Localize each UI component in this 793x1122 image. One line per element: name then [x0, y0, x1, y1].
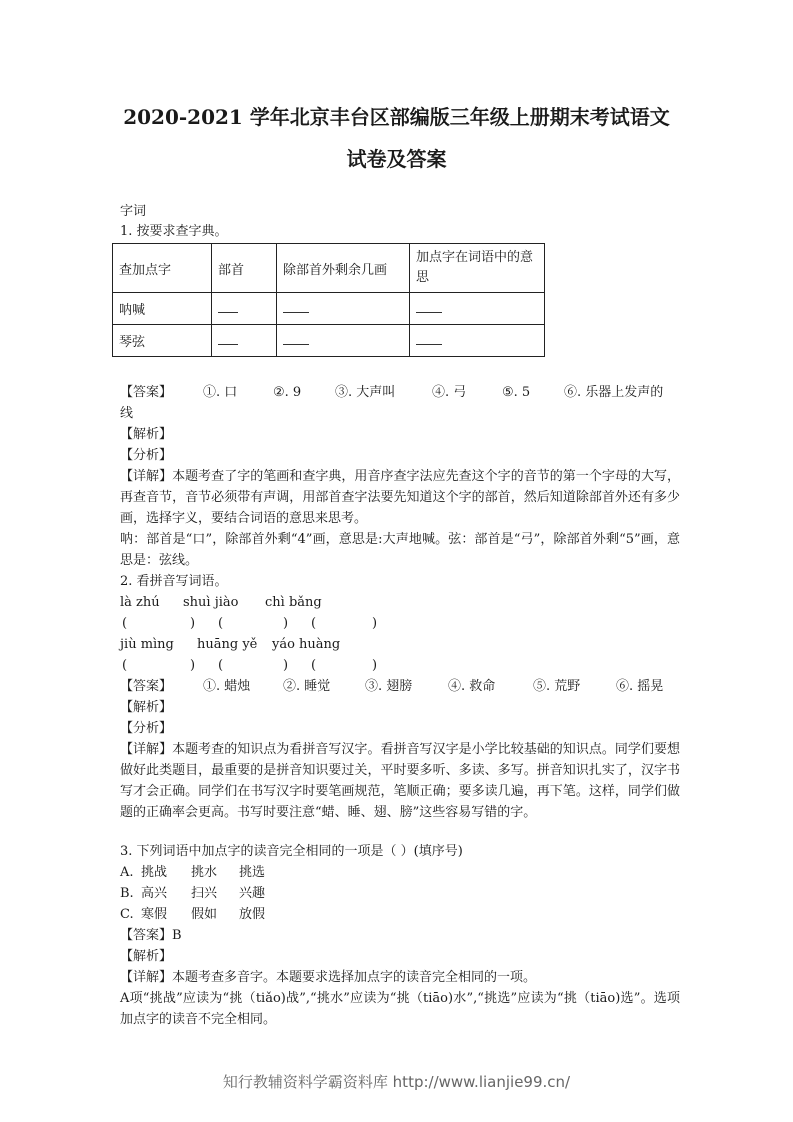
- q1-prompt: 1. 按要求查字典。: [120, 224, 228, 239]
- answer-paren-close: ): [372, 616, 378, 631]
- option-word: 挑战: [141, 865, 168, 880]
- pinyin-1: là zhú: [120, 595, 160, 610]
- dictionary-table: [112, 243, 545, 357]
- q1-answer-1: ①. 口: [203, 385, 238, 400]
- pinyin-5: huāng yě: [197, 637, 258, 652]
- q1-answer-tail: 线: [120, 406, 134, 421]
- pinyin-3: chì bǎng: [265, 595, 322, 610]
- option-word: 兴趣: [239, 886, 266, 901]
- q2-jiexi: 【解析】: [120, 700, 173, 715]
- blank-line: [283, 300, 309, 313]
- q2-fenxi: 【分析】: [120, 721, 173, 736]
- q2-answer-6: ⑥. 摇晃: [616, 679, 664, 694]
- blank-line: [218, 300, 238, 313]
- blank-cell: [410, 325, 545, 357]
- q2-answer-3: ③. 翅膀: [365, 679, 413, 694]
- q3-detail: 【详解】本题考查多音字。本题要求选择加点字的读音完全相同的一项。: [120, 970, 537, 985]
- q3-answer: 【答案】B: [120, 928, 182, 943]
- page-title-line1: 2020-2021 学年北京丰台区部编版三年级上册期末考试语文: [123, 105, 670, 129]
- pinyin-6: yáo huàng: [272, 637, 341, 652]
- blank-cell: [277, 325, 410, 357]
- table-row: [113, 325, 545, 357]
- answer-paren-open: (: [311, 658, 317, 673]
- q1-fenxi: 【分析】: [120, 448, 173, 463]
- answer-paren-close: ): [190, 658, 196, 673]
- blank-line: [416, 300, 442, 313]
- q3-prompt: 3. 下列词语中加点字的读音完全相同的一项是（ ）(填序号): [120, 844, 463, 859]
- option-word: 放假: [239, 907, 266, 922]
- blank-cell: [277, 293, 410, 325]
- q2-answer-1: ①. 蜡烛: [203, 679, 251, 694]
- q1-answer-5: ⑤. 5: [502, 385, 531, 400]
- table-cell: 琴弦: [113, 325, 212, 357]
- table-cell: 呐喊: [113, 293, 212, 325]
- option-a-label: A.: [120, 865, 134, 880]
- q1-jiexi: 【解析】: [120, 427, 173, 442]
- answer-paren-open: (: [311, 616, 317, 631]
- answer-paren-close: ): [190, 616, 196, 631]
- q3-detail2: A项“挑战”应读为“挑（tiǎo)战”,“挑水”应读为“挑（tiāo)水”,“挑选”应读为“挑（tiāo)选”。选项加点字的读音不完全相同。: [120, 991, 680, 1027]
- q1-detail: 【详解】本题考查了字的笔画和查字典，用音序查字法应先查这个字的音节的第一个字母的大写，再查音节，音节必须带有声调，用部首查字法要先知道这个字的部首，然后知道除部首外还有多少画，选择字义，要结合词语的意思来思考。: [120, 469, 680, 526]
- q1-detail2: 呐：部首是“口”，除部首外剩“4”画，意思是:大声地喊。弦：部首是“弓”，除部首外剩“5”画，意思是：弦线。: [120, 532, 680, 568]
- q2-answer-label: 【答案】: [120, 679, 173, 694]
- option-b-label: B.: [120, 886, 134, 901]
- q1-answer-2: ②. 9: [273, 385, 302, 400]
- q2-answer-2: ②. 睡觉: [283, 679, 331, 694]
- blank-line: [283, 332, 309, 345]
- blank-cell: [410, 293, 545, 325]
- answer-paren-close: ): [283, 658, 289, 673]
- option-word: 挑选: [239, 865, 266, 880]
- table-header: 查加点字: [113, 244, 212, 293]
- option-c-label: C.: [120, 907, 134, 922]
- q2-answer-5: ⑤. 荒野: [533, 679, 581, 694]
- answer-paren-open: (: [122, 616, 128, 631]
- blank-cell: [212, 293, 277, 325]
- q1-answer-6: ⑥. 乐器上发声的: [564, 385, 664, 400]
- option-word: 挑水: [191, 865, 218, 880]
- answer-paren-open: (: [122, 658, 128, 673]
- answer-paren-close: ): [372, 658, 378, 673]
- blank-cell: [212, 325, 277, 357]
- pinyin-2: shuì jiào: [183, 595, 239, 610]
- answer-paren-open: (: [218, 616, 224, 631]
- section-heading: 字词: [120, 204, 147, 219]
- table-header: 部首: [212, 244, 277, 293]
- option-word: 扫兴: [191, 886, 218, 901]
- option-word: 假如: [191, 907, 218, 922]
- q1-answer-4: ④. 弓: [432, 385, 467, 400]
- page-title-line2: 试卷及答案: [346, 147, 447, 171]
- table-row: [113, 293, 545, 325]
- pinyin-4: jiù mìng: [120, 637, 174, 652]
- answer-paren-close: ): [283, 616, 289, 631]
- q1-answer-label: 【答案】: [120, 385, 173, 400]
- footer-watermark: 知行教辅资料学霸资料库 http://www.lianjie99.cn/: [222, 1073, 571, 1091]
- table-header: 除部首外剩余几画: [277, 244, 410, 293]
- table-header: 加点字在词语中的意思: [410, 244, 545, 293]
- q3-jiexi: 【解析】: [120, 949, 173, 964]
- option-word: 寒假: [141, 907, 168, 922]
- q2-detail: 【详解】本题考查的知识点为看拼音写汉字。看拼音写汉字是小学比较基础的知识点。同学们要想做好此类题目，最重要的是拼音知识要过关，平时要多听、多读、多写。拼音知识扎实了，汉字书写才会正确。同学们在书写汉字时要笔画规范，笔顺正确；要多读几遍，再下笔。这样，同学们做题的正确率会更高。书写时要注意“蜡、睡、翅、膀”这些容易写错的字。: [120, 742, 680, 820]
- option-word: 高兴: [141, 886, 168, 901]
- q2-answer-4: ④. 救命: [448, 679, 496, 694]
- blank-line: [218, 332, 238, 345]
- q2-prompt: 2. 看拼音写词语。: [120, 574, 228, 589]
- q1-answer-3: ③. 大声叫: [335, 385, 396, 400]
- answer-paren-open: (: [218, 658, 224, 673]
- blank-line: [416, 332, 442, 345]
